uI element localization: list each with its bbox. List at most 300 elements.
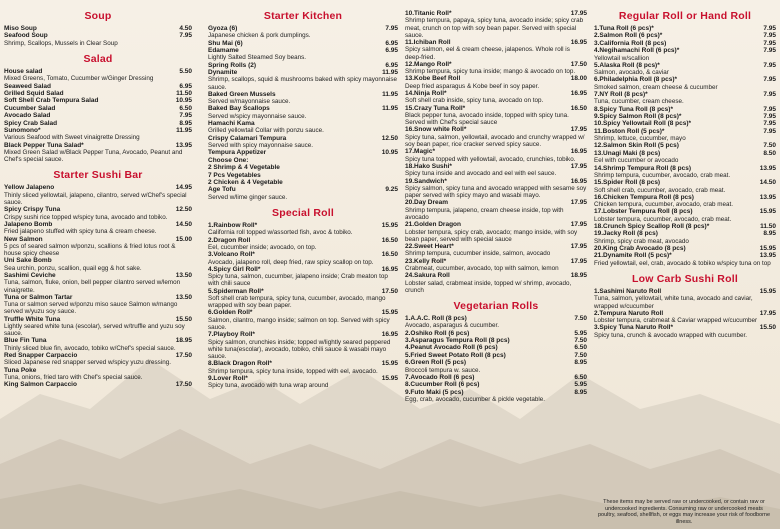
menu-item-row <box>594 32 776 39</box>
menu-item-name: 18.Crunch Spicy Scallop Roll (8 pcs)* <box>594 222 710 230</box>
menu-item-price: 10.95 <box>381 149 398 157</box>
menu-item-price: 16.50 <box>570 104 587 112</box>
menu-item-description: Fried jalapeno stuffed with spicy tuna & cream cheese. <box>4 228 157 236</box>
menu-item <box>208 47 398 62</box>
menu-item-price: 17.95 <box>570 199 587 207</box>
menu-item-description: Shrimp tempura, cucumber inside, salmon, avocado <box>405 250 551 258</box>
menu-item-row <box>405 258 587 265</box>
menu-item-row <box>208 164 398 171</box>
menu-item <box>4 90 192 97</box>
menu-item-name: Baked Bay Scallops <box>208 105 270 113</box>
menu-item-row <box>4 127 192 134</box>
menu-item-description: Smoked salmon, cream cheese & cucumber <box>594 83 718 91</box>
menu-item-description: Shrimp tempura, spicy tuna inside; mango & avocado on top. <box>405 68 576 76</box>
menu-item-row <box>405 374 587 381</box>
menu-item-name: Jalapeno Bomb <box>4 220 53 228</box>
menu-item <box>208 164 398 171</box>
menu-item <box>594 230 776 245</box>
menu-item-price: 17.95 <box>570 126 587 134</box>
menu-item-name: 19.Jacky Roll (8 pcs) <box>594 230 658 238</box>
menu-item <box>208 222 398 237</box>
menu-item-name: Crispy Calamari Tempura <box>208 134 287 142</box>
menu-item-row <box>4 142 192 149</box>
menu-item-row <box>208 47 398 54</box>
menu-item <box>594 310 776 325</box>
menu-item-row <box>405 75 587 82</box>
menu-item-name: 4.Negihamachi Roll (6 pcs)* <box>594 47 680 55</box>
menu-item-row <box>594 165 776 172</box>
menu-item-price: 18.00 <box>570 75 587 83</box>
menu-item-row <box>594 47 776 54</box>
menu-item-row <box>405 148 587 155</box>
menu-item-description: Spicy tuna topped with yellowtail, avocado, crunchies, tobiko. <box>405 155 576 163</box>
menu-item-price: 8.95 <box>763 230 776 238</box>
menu-item-name: 23.Kelly Roll* <box>405 257 447 265</box>
menu-item <box>208 179 398 186</box>
menu-item-row <box>594 252 776 259</box>
menu-item-row <box>4 316 192 323</box>
menu-item-name: 21.Golden Dragon <box>405 221 461 229</box>
menu-item-row <box>405 330 587 337</box>
raw-food-warning: These items may be served raw or undercooked, or contain raw or undercooked ingredients. Consuming raw or undercooked meats poultry, seafood, shellfish, or eggs may increase your risk of foodborne illness. <box>598 499 771 525</box>
menu-item-name: 9.Spicy Salmon Roll (8 pcs)* <box>594 113 682 121</box>
menu-item-description: Salmon, avocado, & caviar <box>594 69 669 77</box>
menu-item-description: Shrimp, spicy crab meat, avocado <box>594 237 689 245</box>
menu-item-price: 7.95 <box>763 105 776 113</box>
menu-item-row <box>594 76 776 83</box>
menu-item-row <box>4 68 192 75</box>
menu-item-row <box>594 310 776 317</box>
menu-column-2 <box>208 4 398 389</box>
menu-item-row <box>4 257 192 264</box>
menu-item <box>4 142 192 164</box>
menu-item-price: 6.95 <box>385 61 398 69</box>
menu-item-description: Tuna, onions, fried taro with Chef's special sauce. <box>4 374 143 381</box>
menu-item-name: 9.Lover Roll* <box>208 374 248 382</box>
menu-item-description: Shrimp, scallops, squid & mushrooms baked with spicy mayonnaise sauce. <box>208 76 397 91</box>
menu-item-price: 7.95 <box>763 120 776 128</box>
menu-item-description: Yellowtail w/scallion <box>594 54 650 62</box>
menu-item-price: 7.95 <box>385 25 398 32</box>
menu-item-price: 15.95 <box>381 221 398 229</box>
menu-item <box>405 272 587 294</box>
menu-item-name: Uni Sake Bomb <box>4 257 52 265</box>
menu-item <box>594 47 776 62</box>
menu-item-row <box>594 113 776 120</box>
menu-item <box>594 128 776 143</box>
section-title: Starter Kitchen <box>263 10 343 22</box>
menu-item-name: Age Tofu <box>208 186 236 194</box>
menu-item-row <box>594 194 776 201</box>
menu-item-name: Truffle White Tuna <box>4 315 61 323</box>
menu-item-description: Served w/mayonnaise sauce. <box>208 98 291 106</box>
menu-column-1 <box>4 4 192 389</box>
menu-item <box>208 360 398 375</box>
menu-item-name: 24.Sakura Roll <box>405 272 450 280</box>
menu-item-row <box>208 375 398 382</box>
menu-item-price: 15.95 <box>759 244 776 252</box>
menu-item <box>594 165 776 180</box>
menu-item <box>594 120 776 127</box>
menu-item-name: Sashimi Ceviche <box>4 271 56 279</box>
menu-item <box>594 150 776 165</box>
menu-item-row <box>4 206 192 213</box>
menu-item-description: Served w/spicy mayonnaise sauce. <box>208 112 307 120</box>
menu-item-price: 8.95 <box>179 119 192 127</box>
menu-item-price: 7.95 <box>763 25 776 32</box>
menu-item-row <box>405 243 587 250</box>
menu-item-name: Cucumber Salad <box>4 104 56 112</box>
menu-item-price: 17.95 <box>570 257 587 265</box>
menu-item-name: 19.Sandwich* <box>405 177 447 185</box>
menu-item <box>208 288 398 310</box>
menu-column-4 <box>594 4 776 339</box>
menu-item <box>594 288 776 310</box>
menu-item-price: 6.95 <box>385 39 398 47</box>
menu-item-name: 1.Rainbow Roll* <box>208 221 258 229</box>
menu-item <box>208 309 398 331</box>
menu-item-price: 7.50 <box>574 351 587 359</box>
menu-item <box>208 186 398 201</box>
menu-item-description: Thinly sliced blue fin, avocado, tobiko w/Chef's special sauce. <box>4 344 176 352</box>
menu-item-price: 7.95 <box>763 39 776 47</box>
menu-item-row <box>4 381 192 388</box>
menu-item-description: Shrimp tempura, spicy tuna inside, topped with eel, avocado. <box>208 367 378 375</box>
menu-item <box>405 359 587 374</box>
menu-item <box>208 237 398 252</box>
menu-item <box>594 142 776 149</box>
menu-item <box>594 40 776 47</box>
menu-item-row <box>4 83 192 90</box>
menu-item-description: Shrimp tempura, jalapeno, cream cheese inside, top with avocado <box>405 206 564 221</box>
menu-item-row <box>594 128 776 135</box>
menu-item-row <box>594 324 776 331</box>
menu-item-price: 9.25 <box>385 186 398 194</box>
menu-item-row <box>208 62 398 69</box>
menu-item-name: 13.Unagi Maki (8 pcs) <box>594 149 661 157</box>
menu-item-description: Chicken tempura, cucumber, avocado, crab meat. <box>594 201 733 209</box>
menu-item-name: 12.Mango Roll* <box>405 60 452 68</box>
menu-item-row <box>594 25 776 32</box>
menu-item-price: 7.95 <box>763 61 776 69</box>
menu-item <box>4 83 192 90</box>
menu-item-price: 16.50 <box>381 236 398 244</box>
menu-item <box>405 199 587 221</box>
menu-item-row <box>4 337 192 344</box>
menu-item-name: 20.King Crab Avocado (8 pcs) <box>594 244 686 252</box>
menu-item-price: 15.50 <box>759 324 776 332</box>
menu-item-description: Various Seafood with Sweet vinaigrette Dressing <box>4 134 140 142</box>
menu-item-name: 8.Black Dragon Roll* <box>208 360 272 368</box>
menu-item <box>405 178 587 200</box>
menu-item-row <box>405 90 587 97</box>
menu-item-row <box>4 367 192 374</box>
menu-item-price: 5.95 <box>574 381 587 389</box>
menu-item <box>405 61 587 76</box>
menu-item-price: 13.95 <box>759 164 776 172</box>
menu-item <box>208 69 398 91</box>
menu-item-row <box>405 105 587 112</box>
menu-item-row <box>594 40 776 47</box>
menu-item-name: 16.Snow white Roll* <box>405 126 467 134</box>
menu-item-price: 17.95 <box>570 242 587 250</box>
menu-item <box>208 149 398 156</box>
menu-item-price: 16.95 <box>570 177 587 185</box>
menu-item <box>405 352 587 359</box>
menu-item-name: Tempura Appetizer <box>208 149 267 157</box>
menu-item <box>405 389 587 404</box>
section-title: Vegetarian Rolls <box>453 299 539 312</box>
section-title: Soup <box>84 10 112 22</box>
menu-item <box>208 331 398 360</box>
menu-item-row <box>208 331 398 338</box>
menu-item-row <box>4 97 192 104</box>
menu-item-row <box>594 150 776 157</box>
menu-item-name: 21.Dynamite Roll (5 pcs)* <box>594 252 672 260</box>
menu-item-description: Crabmeat, cucumber, avocado, top with salmon, lemon <box>405 264 559 272</box>
menu-item <box>405 337 587 344</box>
menu-item-row <box>594 62 776 69</box>
menu-item <box>405 163 587 178</box>
menu-item <box>4 352 192 367</box>
menu-item-name: Seafood Soup <box>4 32 48 40</box>
menu-item-description: Served w/lime ginger sauce. <box>208 193 288 201</box>
menu-item-row <box>4 236 192 243</box>
menu-item-row <box>208 25 398 32</box>
menu-item-price: 7.50 <box>574 314 587 322</box>
menu-item-description: Fried yellowtail, eel, crab, avocado & tobiko w/spicy tuna on top <box>594 259 771 267</box>
menu-item-name: Shu Mai (6) <box>208 39 243 47</box>
menu-item <box>208 172 398 179</box>
menu-item-price: 13.50 <box>175 271 192 279</box>
menu-item-description: Spicy salmon, spicy tuna and avocado wrapped with sesame soy paper served with spicy mayo and wasabi mayo. <box>405 184 587 200</box>
menu-item <box>208 62 398 69</box>
menu-item <box>594 179 776 194</box>
menu-item-price: 7.95 <box>179 112 192 120</box>
menu-item-price: 15.95 <box>381 309 398 317</box>
menu-item-price: 13.95 <box>759 252 776 260</box>
menu-item-description: Soft shell crab tempura, spicy tuna, cucumber, avocado, mango wrapped with soy bean paper. <box>208 294 386 310</box>
menu-item-name: 6.Philadelphia Roll (8 pcs)* <box>594 76 678 84</box>
menu-item-row <box>405 359 587 366</box>
menu-item-price: 7.50 <box>574 336 587 344</box>
menu-item-name: 7.Playboy Roll* <box>208 331 255 339</box>
menu-item <box>208 157 398 164</box>
menu-item-description: Sea urchin, ponzu, scallion, quail egg & hot sake. <box>4 264 142 272</box>
menu-item-description: Tuna, salmon, yellowtail, white tuna, avocado and caviar, wrapped w/cucumber <box>594 295 753 310</box>
menu-item-name: 1.A.A.C. Roll (8 pcs) <box>405 314 467 322</box>
menu-item-row <box>208 360 398 367</box>
menu-item-price: 14.50 <box>759 179 776 187</box>
menu-item-description: Served with spicy mayonnaise sauce. <box>208 142 313 150</box>
menu-item-name: Tuna or Salmon Tartar <box>4 293 73 301</box>
menu-item-price: 17.95 <box>570 10 587 17</box>
menu-item <box>405 243 587 258</box>
menu-item <box>4 32 192 47</box>
menu-item-price: 11.50 <box>176 90 192 98</box>
menu-item-name: Miso Soup <box>4 25 37 32</box>
menu-item-row <box>4 352 192 359</box>
menu-item-row <box>208 105 398 112</box>
menu-item-price: 15.95 <box>759 287 776 295</box>
menu-item <box>4 294 192 316</box>
menu-item-price: 16.95 <box>570 90 587 98</box>
menu-item-price: 7.95 <box>179 32 192 40</box>
menu-item-price: 13.95 <box>175 141 192 149</box>
menu-item-row <box>405 381 587 388</box>
menu-item <box>594 76 776 91</box>
menu-item-name: 12.Salmon Skin Roll (5 pcs) <box>594 142 679 150</box>
menu-item <box>594 113 776 120</box>
menu-item-row <box>594 223 776 230</box>
menu-item-price: 10.95 <box>175 97 192 105</box>
menu-item-row <box>405 315 587 322</box>
menu-item-description: Spicy tuna, avocado with tuna wrap around <box>208 382 329 390</box>
menu-item-name: 4.Spicy Girl Roll* <box>208 265 261 273</box>
menu-item-row <box>4 25 192 32</box>
menu-item-row <box>405 337 587 344</box>
menu-item-row <box>208 179 398 186</box>
menu-item <box>4 206 192 221</box>
menu-item-name: 2.Salmon Roll (6 pcs)* <box>594 32 663 40</box>
menu-item-price: 15.95 <box>381 374 398 382</box>
menu-item <box>4 272 192 294</box>
menu-item-row <box>4 294 192 301</box>
menu-item <box>208 266 398 288</box>
menu-item <box>4 257 192 272</box>
menu-item-description: Lobster salad, crabmeat inside, topped w/ shrimp, avocado, crunch <box>405 279 572 294</box>
menu-item-price: 4.50 <box>179 25 192 32</box>
menu-item-name: Black Pepper Tuna Salad* <box>4 141 84 149</box>
section-title: Low Carb Sushi Roll <box>632 272 738 285</box>
menu-item <box>208 40 398 47</box>
menu-item-description: Lobster tempura, spicy crab, avocado; mango inside, with soy bean paper, served with special sauce <box>405 228 578 243</box>
menu-item-description: Lightly Salted Steamed Soy beans. <box>208 54 307 62</box>
menu-item <box>405 105 587 127</box>
menu-item <box>208 375 398 390</box>
menu-item-name: 15.Crazy Tuna Roll* <box>405 104 466 112</box>
menu-item-price: 13.50 <box>175 293 192 301</box>
menu-item-description: Shrimp tempura, papaya, spicy tuna, avocado inside; spicy crab meat, crunch on top with soy bean paper. Served with special sauce. <box>405 17 584 39</box>
menu-item-description: Eel with cucumber or avocado <box>594 157 679 165</box>
menu-item <box>208 25 398 40</box>
menu-item-price: 5.95 <box>574 329 587 337</box>
menu-item-name: 2.Tempura Naruto Roll <box>594 309 664 317</box>
menu-item-name: 2 Chicken & 4 Vegetable <box>208 178 283 186</box>
menu-item-description: Spicy salmon, eel & cream cheese, jalapenos. Whole roll is deep-fried. <box>405 46 570 61</box>
menu-item-row <box>405 39 587 46</box>
menu-item-row <box>4 120 192 127</box>
menu-item-row <box>594 179 776 186</box>
menu-item <box>594 252 776 267</box>
menu-item-name: 15.Spider Roll (8 pcs) <box>594 179 661 187</box>
menu-item-description: Avocado, jalapeno roll, deep fried, raw spicy scallop on top. <box>208 258 374 266</box>
menu-item-price: 6.95 <box>385 47 398 55</box>
menu-item-name: Dynamite <box>208 69 238 77</box>
menu-item-row <box>405 178 587 185</box>
menu-item-row <box>208 149 398 156</box>
menu-item <box>4 120 192 127</box>
menu-item-name: 5.Fried Sweet Potato Roll (8 pcs) <box>405 351 506 359</box>
menu-item-row <box>4 184 192 191</box>
menu-item-description: Japanese chicken & pork dumplings. <box>208 32 311 40</box>
menu-item-name: 3.Volcano Roll* <box>208 251 255 259</box>
menu-item-price: 17.95 <box>759 309 776 317</box>
menu-item <box>405 315 587 330</box>
menu-item <box>208 251 398 266</box>
menu-item-row <box>208 309 398 316</box>
menu-item-name: 17.Magic* <box>405 148 435 156</box>
menu-item-price: 12.50 <box>381 134 398 142</box>
menu-item <box>405 10 587 39</box>
menu-item-price: 11.50 <box>760 222 776 230</box>
menu-item-row <box>405 344 587 351</box>
menu-item-price: 7.95 <box>763 47 776 55</box>
menu-item-price: 15.95 <box>759 208 776 216</box>
menu-item <box>4 105 192 112</box>
menu-item-description: Shrimp tempura, cucumber, avocado, crab meat. <box>594 171 731 179</box>
menu-item-name: 8.Spicy Tuna Roll (8 pcs)* <box>594 105 673 113</box>
menu-item-name: King Salmon Carpaccio <box>4 381 77 389</box>
menu-item <box>208 135 398 150</box>
menu-item <box>4 381 192 388</box>
menu-item-description: Thinly sliced yellowtail, jalapeno, cilantro, served w/Chef's special sauce. <box>4 191 187 207</box>
menu-item-name: Spring Rolls (2) <box>208 61 257 69</box>
menu-column-3 <box>405 4 587 403</box>
menu-item-description: Mixed Greens, Tomato, Cucumber w/Ginger Dressing <box>4 75 154 83</box>
menu-item-row <box>405 272 587 279</box>
menu-item-price: 11.95 <box>382 90 398 98</box>
menu-item-row <box>208 266 398 273</box>
menu-item-name: 13.Kobe Beef Roll <box>405 75 461 83</box>
menu-item-row <box>4 112 192 119</box>
menu-item <box>405 374 587 381</box>
menu-item-description: Broccoli tempura w. sauce. <box>405 366 481 374</box>
menu-item <box>208 105 398 120</box>
menu-item-row <box>208 135 398 142</box>
menu-item-price: 16.95 <box>381 331 398 339</box>
menu-item-row <box>405 126 587 133</box>
menu-item <box>594 32 776 39</box>
menu-item-row <box>594 245 776 252</box>
menu-item-name: 5.Alaska Roll (8 pcs)* <box>594 61 660 69</box>
menu-item-price: 15.95 <box>381 360 398 368</box>
menu-item-row <box>405 352 587 359</box>
menu-item-row <box>405 10 587 17</box>
menu-item-name: Seaweed Salad <box>4 82 51 90</box>
menu-item <box>405 39 587 61</box>
menu-item-name: New Salmon <box>4 235 43 243</box>
menu-item-name: Choose One: <box>208 156 249 164</box>
menu-item-row <box>208 186 398 193</box>
menu-item-description: Lobster tempura, crabmeat & Caviar wrapped w/cucumber <box>594 317 758 325</box>
menu-item-name: Sunomono* <box>4 127 41 135</box>
menu-item-row <box>405 61 587 68</box>
menu-item-price: 7.50 <box>763 142 776 150</box>
menu-item-row <box>594 142 776 149</box>
menu-item-name: 20.Day Dream <box>405 199 448 207</box>
menu-item <box>4 127 192 142</box>
section-title: Regular Roll or Hand Roll <box>618 10 752 22</box>
menu-item <box>594 62 776 77</box>
menu-item-price: 14.95 <box>175 184 192 192</box>
menu-item-description: Black pepper tuna, avocado inside, topped with spicy tuna. Served with Chef's special sauce <box>405 112 569 127</box>
menu-item-name: Baked Green Mussels <box>208 90 276 98</box>
menu-item-price: 7.95 <box>763 76 776 84</box>
menu-item-row <box>4 105 192 112</box>
menu-item-name: Soft Shell Crab Tempura Salad <box>4 97 99 105</box>
menu-item-description: Lightly seared white tuna (escolar), served w/truffle and yuzu soy sauce. <box>4 322 185 338</box>
